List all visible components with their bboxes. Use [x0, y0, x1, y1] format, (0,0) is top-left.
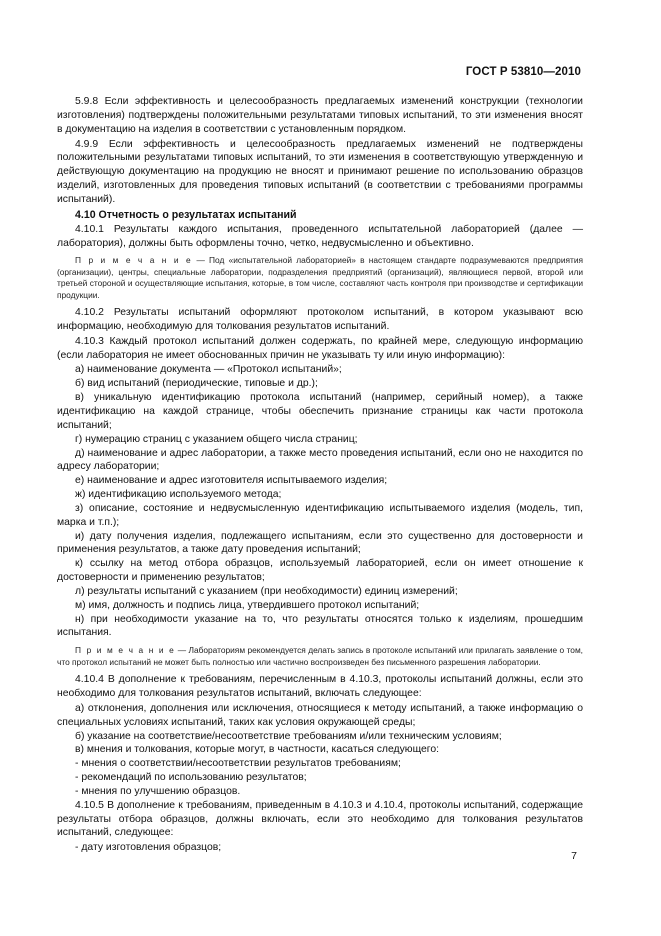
paragraph-4-10-1: 4.10.1 Результаты каждого испытания, проведенного испытательной лабораторией (далее — лаборатория), должны быть оформлены точно, четко, недвусмысленно и объективно.: [57, 223, 583, 249]
paragraph-4-10-5: 4.10.5 В дополнение к требованиям, приведенным в 4.10.3 и 4.10.4, протоколы испытаний, содержащие результаты отбора образцов, должны включать, если это необходимо для толкования результатов испытаний, следующее:: [57, 799, 583, 839]
list-item: д) наименование и адрес лаборатории, а также место проведения испытаний, если оно не находится по адресу лаборатории;: [57, 447, 583, 473]
list-item: к) ссылку на метод отбора образцов, используемый лабораторией, если он имеет отношение к достоверности и применению результатов;: [57, 558, 583, 584]
note-text: — Под «испытательной лабораторией» в настоящем стандарте подразумеваются предприятия (организации), центры, специальные лаборатории, подразделения предприятий (организаций), являющиеся первой, второй или третьей стороной и осуществляющие испытания, которые, в том числе, составляют часть контроля при производстве и сертификации продукции.: [57, 255, 583, 300]
page-number: 7: [571, 850, 577, 862]
list-item: - рекомендаций по использованию результатов;: [75, 772, 307, 784]
note-label: П р и м е ч а н и е: [75, 645, 176, 656]
paragraph-4-10-2: 4.10.2 Результаты испытаний оформляют протоколом испытаний, в котором указывают всю информацию, необходимую для толкования результатов испытаний.: [57, 307, 583, 332]
paragraph-5-9-8: 5.9.8 Если эффективность и целесообразность предлагаемых изменений конструкции (технологии изготовления) подтверждены положительными результатами типовых испытаний, то эти изменения вносят в документацию на изделия в соответствии с установленным порядком.: [57, 96, 583, 135]
paragraph-4-9-9: 4.9.9 Если эффективность и целесообразность предлагаемых изменений не подтверждены положительными результатами типовых испытаний, то эти изменения в соответствующую утвержденную и действующую документацию на продукцию не вносят и принимают решение по использованию образцов изделий, изготовленных для проведения типовых испытаний (в соответствии с требованиями программы испытаний).: [57, 138, 583, 205]
list-item: б) указание на соответствие/несоответствие требованиям и/или техническим условиям;: [75, 730, 502, 742]
note-label: П р и м е ч а н и е: [75, 255, 193, 266]
list-item: ж) идентификацию используемого метода;: [75, 489, 282, 501]
list-item: а) отклонения, дополнения или исключения, относящиеся к методу испытаний, а также информацию о специальных условиях испытаний, таких как условия окружающей среды;: [57, 702, 583, 728]
paragraph-4-10-4: 4.10.4 В дополнение к требованиям, перечисленным в 4.10.3, протоколы испытаний должны, если это необходимо для толкования результатов испытаний, включать следующее:: [57, 674, 583, 699]
list-item: - мнения о соответствии/несоответствии результатов требованиям;: [75, 758, 401, 770]
list-item: н) при необходимости указание на то, что результаты относятся только к изделиям, прошедшим испытания.: [57, 613, 583, 639]
list-item: е) наименование и адрес изготовителя испытываемого изделия;: [75, 475, 388, 487]
note-2: [57, 645, 583, 668]
paragraph-4-10-3: 4.10.3 Каждый протокол испытаний должен содержать, по крайней мере, следующую информацию (если лаборатория не имеет обоснованных причин не указывать ту или иную информацию):: [57, 335, 583, 361]
list-item: и) дату получения изделия, подлежащего испытаниям, если это существенно для достоверности и применения результатов, а также дату проведения испытаний;: [57, 530, 583, 556]
document-header: ГОСТ Р 53810—2010: [465, 66, 581, 78]
list-item: г) нумерацию страниц с указанием общего числа страниц;: [75, 433, 358, 445]
list-item: а) наименование документа — «Протокол испытаний»;: [75, 364, 342, 376]
list-item: в) уникальную идентификацию протокола испытаний (например, серийный номер), а также идентификацию на каждой странице, чтобы обеспечить признание страницы как части протокола испытаний;: [57, 392, 583, 431]
note-text: — Лабораториям рекомендуется делать запись в протоколе испытаний или прилагать заявление о том, что протокол испытаний не может быть полностью или частично воспроизведен без письменного разрешения лаборатории.: [57, 645, 583, 667]
list-item: б) вид испытаний (периодические, типовые и др.);: [75, 378, 318, 390]
list-item: - дату изготовления образцов;: [75, 842, 222, 854]
note-1: [57, 255, 583, 301]
list-item: - мнения по улучшению образцов.: [75, 785, 241, 797]
list-item: м) имя, должность и подпись лица, утвердившего протокол испытаний;: [75, 599, 420, 611]
list-item: з) описание, состояние и недвусмысленную идентификацию испытываемого изделия (модель, тип, марка и т.п.);: [57, 502, 583, 528]
list-item: в) мнения и толкования, которые могут, в частности, касаться следующего:: [75, 744, 440, 756]
document-body: [57, 95, 583, 855]
section-heading: 4.10 Отчетность о результатах испытаний: [75, 208, 297, 221]
list-item: л) результаты испытаний с указанием (при необходимости) единиц измерений;: [75, 585, 458, 597]
